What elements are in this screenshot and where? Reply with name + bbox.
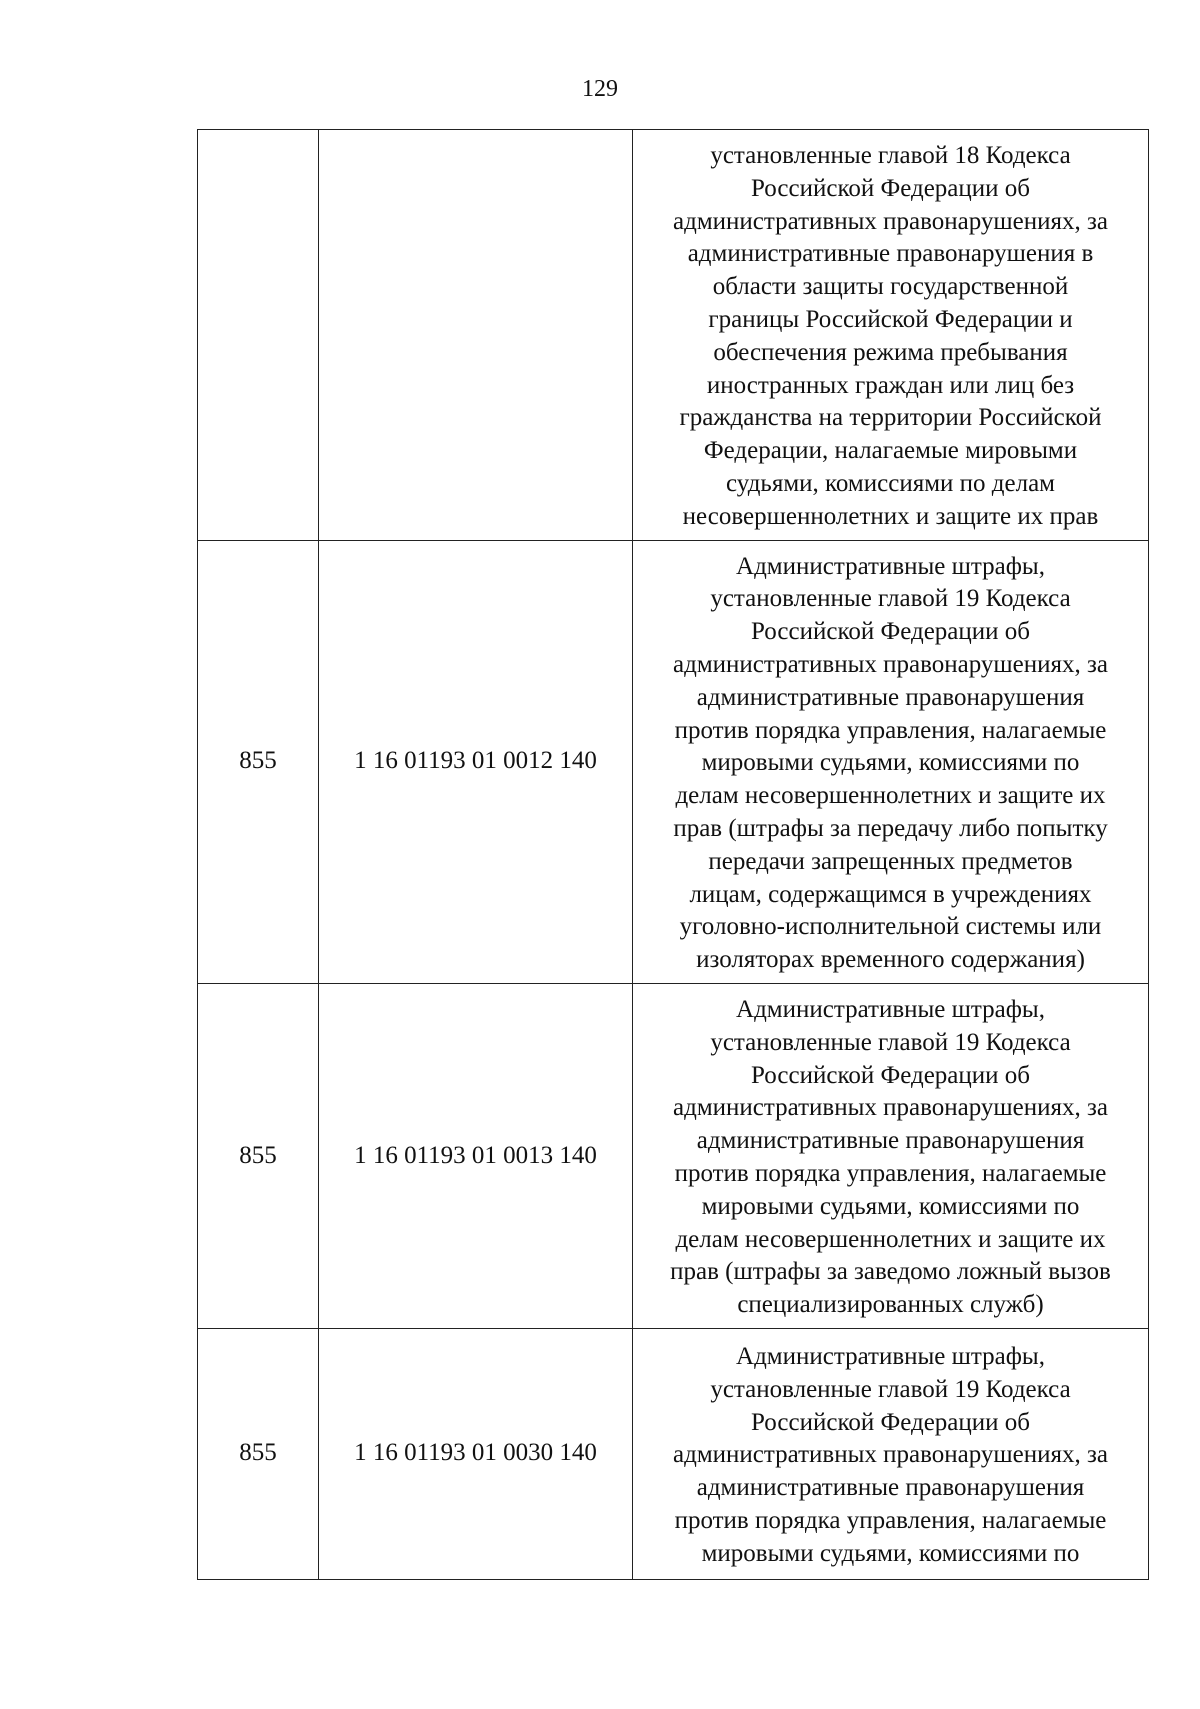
table-row [198, 1328, 1149, 1579]
admin-code-cell [198, 130, 319, 541]
description-cell: Административные штрафы, установленные главой 19 Кодекса Российской Федерации об административных правонарушениях, за административные правонарушения против порядка управления, налагаемые мировыми судьями, комиссиями по делам несовершеннолетних и защите их прав (штрафы за заведомо ложный вызов специализированных служб) [633, 983, 1149, 1328]
admin-code-cell: 855 [198, 983, 319, 1328]
table-row [198, 983, 1149, 1328]
description-cell: установленные главой 18 Кодекса Российской Федерации об административных правонарушениях, за административные правонарушения в области защиты государственной границы Российской Федерации и обеспечения режима пребывания иностранных граждан или лиц без гражданства на территории Российской Федерации, налагаемые мировыми судьями, комиссиями по делам несовершеннолетних и защите их прав [633, 130, 1149, 541]
page-number: 129 [582, 76, 618, 102]
admin-code-cell: 855 [198, 1328, 319, 1579]
kbk-code-cell: 1 16 01193 01 0013 140 [319, 983, 633, 1328]
description-cell: Административные штрафы, установленные главой 19 Кодекса Российской Федерации об административных правонарушениях, за административные правонарушения против порядка управления, налагаемые мировыми судьями, комиссиями по [633, 1328, 1149, 1579]
admin-code-cell: 855 [198, 540, 319, 983]
kbk-code-cell: 1 16 01193 01 0012 140 [319, 540, 633, 983]
description-cell: Административные штрафы, установленные главой 19 Кодекса Российской Федерации об административных правонарушениях, за административные правонарушения против порядка управления, налагаемые мировыми судьями, комиссиями по делам несовершеннолетних и защите их прав (штрафы за передачу либо попытку передачи запрещенных предметов лицам, содержащимся в учреждениях уголовно-исполнительной системы или изоляторах временного содержания) [633, 540, 1149, 983]
table-row [198, 130, 1149, 541]
table-row [198, 540, 1149, 983]
kbk-code-cell: 1 16 01193 01 0030 140 [319, 1328, 633, 1579]
revenue-code-table [197, 129, 1149, 1580]
kbk-code-cell [319, 130, 633, 541]
